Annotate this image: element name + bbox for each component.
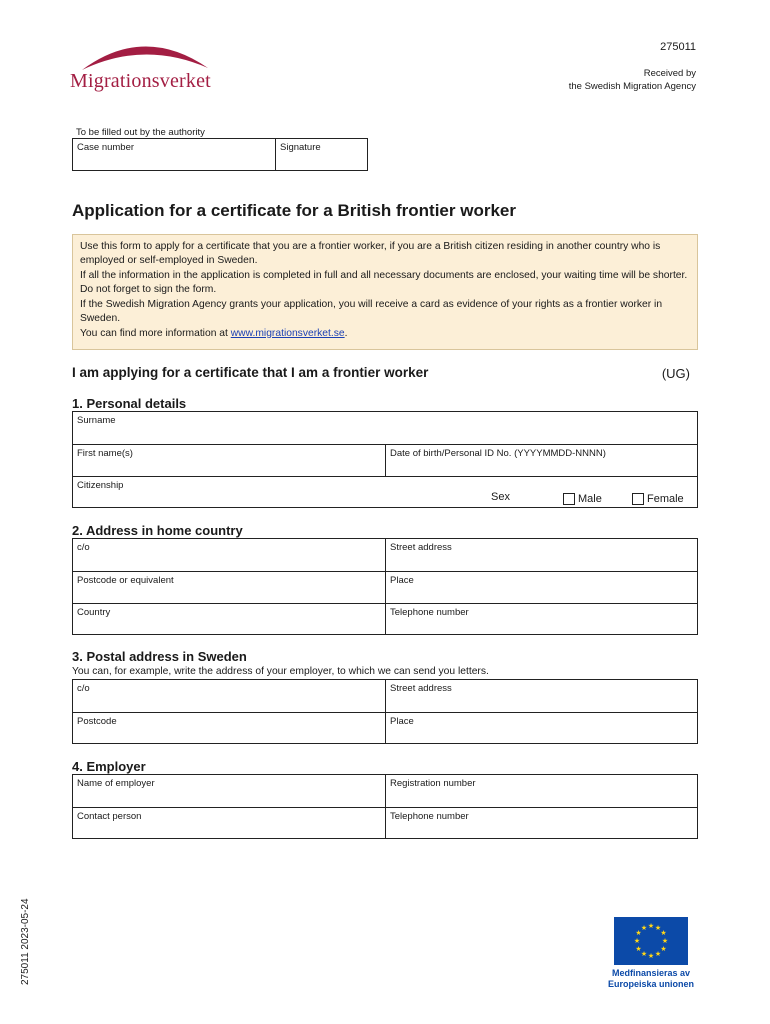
sweden-street-field[interactable]	[385, 680, 697, 712]
home-telephone-field[interactable]	[385, 604, 697, 634]
citizenship-field[interactable]	[73, 477, 483, 507]
surname-label: Surname	[77, 415, 116, 426]
citizenship-label: Citizenship	[77, 480, 124, 491]
contact-person-label: Contact person	[77, 811, 142, 822]
case-number-field[interactable]	[73, 139, 276, 170]
sweden-postcode-field[interactable]	[73, 713, 385, 743]
home-place-label: Place	[390, 575, 414, 586]
info-paragraph-1: Use this form to apply for a certificate that you are a frontier worker, if you are a British citizen residing in another country who is employed or self-employed in Sweden.	[80, 241, 661, 266]
sweden-place-label: Place	[390, 716, 414, 727]
svg-text:★: ★	[661, 937, 669, 945]
home-telephone-label: Telephone number	[390, 607, 469, 618]
info-link-prefix: You can find more information at	[80, 328, 231, 339]
logo-text: Migrationsverket	[70, 70, 211, 92]
apply-heading: I am applying for a certificate that I am a frontier worker	[72, 365, 429, 380]
male-option[interactable]	[563, 490, 602, 508]
signature-label: Signature	[280, 142, 321, 153]
sweden-co-row	[73, 680, 697, 712]
svg-text:★: ★	[654, 950, 662, 958]
authority-box	[72, 138, 368, 171]
form-number: 275011	[660, 41, 696, 53]
first-names-field[interactable]	[73, 445, 385, 476]
first-names-label: First name(s)	[77, 448, 133, 459]
home-postcode-row	[73, 571, 697, 603]
received-line-2: the Swedish Migration Agency	[568, 81, 696, 92]
eu-line-2: Europeiska unionen	[607, 979, 694, 989]
svg-text:★: ★	[635, 929, 642, 937]
info-paragraph-4	[80, 327, 690, 341]
agency-logo	[70, 38, 230, 96]
employer-name-label: Name of employer	[77, 778, 155, 789]
male-label: Male	[578, 492, 602, 505]
svg-text:★: ★	[660, 929, 667, 937]
home-street-label: Street address	[390, 542, 452, 553]
citizenship-row	[73, 476, 697, 507]
name-dob-row	[73, 444, 697, 476]
home-postcode-field[interactable]	[73, 572, 385, 603]
home-co-field[interactable]	[73, 539, 385, 571]
eu-flag-icon	[614, 917, 688, 965]
website-link[interactable]: www.migrationsverket.se	[230, 328, 345, 339]
authority-caption: To be filled out by the authority	[76, 127, 205, 138]
employer-telephone-label: Telephone number	[390, 811, 469, 822]
dob-field[interactable]	[385, 445, 697, 476]
registration-number-field[interactable]	[385, 775, 697, 807]
home-co-label: c/o	[77, 542, 90, 553]
surname-row	[73, 412, 697, 444]
svg-text:★: ★	[654, 924, 662, 932]
info-paragraph-2: If all the information in the application is completed in full and all necessary documents are enclosed, your waiting time will be shorter. Do not forget to sign the form.	[80, 270, 688, 295]
eu-cofinanced-text	[600, 968, 702, 990]
female-option[interactable]	[632, 490, 684, 508]
eu-line-1: Medfinansieras av	[611, 968, 691, 978]
sweden-co-field[interactable]	[73, 680, 385, 712]
home-place-field[interactable]	[385, 572, 697, 603]
home-co-row	[73, 539, 697, 571]
employer-contact-row	[73, 807, 697, 838]
sweden-postcode-row	[73, 712, 697, 743]
male-checkbox[interactable]	[563, 493, 575, 505]
sweden-co-label: c/o	[77, 683, 90, 694]
employer-name-row	[73, 775, 697, 807]
registration-number-label: Registration number	[390, 778, 476, 789]
female-label: Female	[647, 492, 684, 505]
svg-text:★: ★	[633, 937, 641, 945]
dob-label: Date of birth/Personal ID No. (YYYYMMDD-NNNN)	[390, 448, 606, 459]
logo-arc-icon	[74, 38, 214, 72]
sweden-address-grid	[72, 679, 698, 744]
info-link-suffix: .	[344, 328, 348, 339]
section-3-note: You can, for example, write the address of your employer, to which we can send you letters.	[72, 666, 489, 677]
female-checkbox[interactable]	[632, 493, 644, 505]
eu-stars-icon	[614, 917, 688, 965]
svg-text:★: ★	[647, 952, 655, 960]
home-country-row	[73, 603, 697, 634]
info-box	[72, 234, 698, 350]
home-street-field[interactable]	[385, 539, 697, 571]
apply-code: (UG)	[661, 366, 690, 381]
section-2-title: 2. Address in home country	[72, 523, 243, 538]
page-title: Application for a certificate for a British frontier worker	[72, 201, 516, 220]
section-3-title: 3. Postal address in Sweden	[72, 649, 247, 664]
received-line-1: Received by	[643, 68, 696, 79]
svg-text:★: ★	[635, 945, 642, 953]
svg-text:★: ★	[640, 924, 648, 932]
home-country-field[interactable]	[73, 604, 385, 634]
home-address-grid	[72, 538, 698, 635]
section-1-title: 1. Personal details	[72, 396, 187, 411]
svg-text:★: ★	[647, 922, 655, 930]
info-paragraph-3: If the Swedish Migration Agency grants your application, you will receive a card as evidence of your rights as a frontier worker in Sweden.	[80, 299, 663, 324]
svg-text:★: ★	[660, 945, 667, 953]
home-postcode-label: Postcode or equivalent	[77, 575, 174, 586]
form-version-code: 275011 2023-05-24	[20, 898, 31, 985]
home-country-label: Country	[77, 607, 111, 618]
employer-grid	[72, 774, 698, 839]
sweden-postcode-label: Postcode	[77, 716, 117, 727]
sex-label: Sex	[491, 491, 510, 503]
personal-details-grid	[72, 411, 698, 508]
authority-signature-field[interactable]	[276, 139, 368, 170]
surname-field[interactable]	[73, 412, 697, 444]
case-number-label: Case number	[77, 142, 135, 153]
sweden-street-label: Street address	[390, 683, 452, 694]
svg-text:★: ★	[640, 950, 648, 958]
employer-name-field[interactable]	[73, 775, 385, 807]
sweden-place-field[interactable]	[385, 713, 697, 743]
received-by	[569, 67, 696, 93]
section-4-title: 4. Employer	[72, 759, 146, 774]
contact-person-field[interactable]	[73, 808, 385, 838]
employer-telephone-field[interactable]	[385, 808, 697, 838]
